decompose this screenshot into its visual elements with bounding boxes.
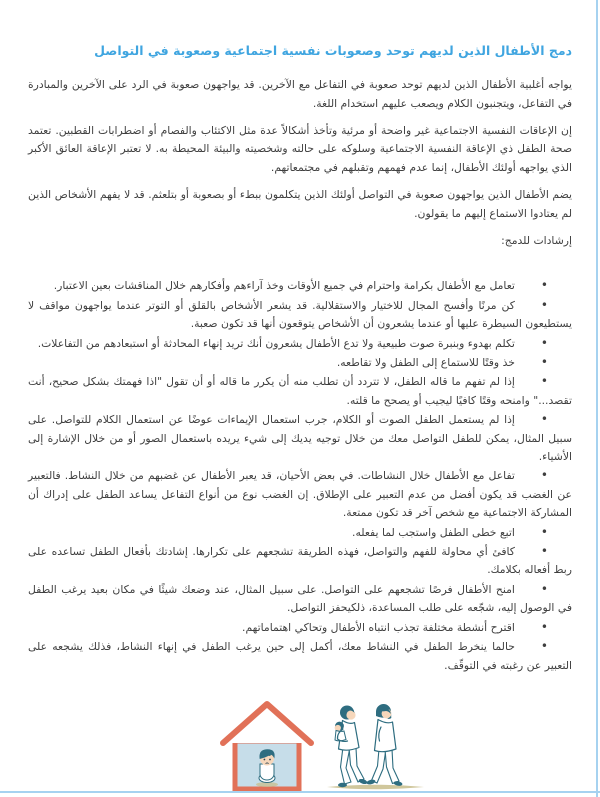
guideline-text: تكلم بهدوء وبنبرة صوت طبيعية ولا تدع الأطفال يشعرون أنك تريد إنهاء المحادثة أو استبعادهم من التفاعلات. (37, 336, 515, 350)
guideline-text: امنح الأطفال فرصًا تشجعهم على التواصل. على سبيل المثال، عند وضعك شيئًا في مكان بعيد يرغب الطفل في الوصول إليه، شجّعه على طلب المساعدة، ذلكيحفز التواصل. (28, 582, 572, 615)
guidelines-heading: إرشادات للدمج: (501, 233, 572, 247)
guideline-text: كافئ أي محاولة للفهم والتواصل، فهذه الطريقة تشجعهم على تكرارها. إشادتك بأفعال الطفل تساعده على ربط أفعاله بكلامك. (28, 545, 572, 577)
guideline-text: تعامل مع الأطفال بكرامة واحترام في جميع الأوقات وخذ آراءهم وأفكارهم خلال المناقشات بعين الاعتبار. (53, 279, 515, 293)
page-border-bottom (0, 791, 600, 794)
illustration-svg (215, 697, 435, 793)
bullet-icon: • (540, 374, 548, 389)
guideline-text: إذا لم تفهم ما قاله الطفل، لا تتردد أن تطلب منه أن يكرر ما قاله أو أن تقول "اذا فهمتك بشكل صحيح، أنت تقصد..." وامنحه وقتًا كافيًا ليجيب أو يصحح ما قلته. (28, 375, 572, 407)
bullet-icon: • (540, 544, 548, 559)
bullet-icon: • (540, 619, 548, 634)
guideline-item (28, 580, 572, 618)
guideline-item (28, 353, 572, 372)
baby-body (335, 731, 346, 741)
guideline-item (28, 276, 572, 295)
guideline-item (28, 334, 572, 353)
guideline-text: خذ وقتًا للاستماع إلى الطفل ولا تقاطعه. (336, 356, 515, 369)
page-title: دمج الأطفال الذين لديهم توحد وصعوبات نفسية اجتماعية وصعوبة في التواصل (94, 43, 572, 58)
bullet-icon: • (540, 355, 548, 369)
guideline-text: تفاعل مع الأطفال خلال النشاطات. في بعض الأحيان، قد يعبر الأطفال عن غضبهم من خلال النشاط. فالتعبير عن الغضب قد يكون أفضل من عدم التعبير على الإطلاق. إن الغضب نوع من أنواع التفاعل يساعد الطفل على إدراك أن المشاركة الاجتماعية مع شخص آخر قد تكون ممتعة. (28, 469, 572, 520)
house-family-illustration-icon (215, 697, 435, 793)
guidelines-list (28, 276, 572, 675)
guideline-item (28, 542, 572, 580)
paragraph-communication-difficulty: يضم الأطفال الذين يواجهون صعوبة في التواصل أولئك الذين يتكلمون ببطء أو بصعوبة أو بتلعثم. قد لا يفهم الأشخاص الذين لم يعتادوا الاستماع إليهم ما يقولون. (28, 188, 572, 220)
bullet-icon: • (540, 581, 548, 596)
guideline-item (28, 410, 572, 466)
bullet-icon: • (540, 297, 548, 312)
guideline-item (28, 466, 572, 522)
guideline-text: اتبع خطى الطفل واستجب لما يفعله. (352, 525, 515, 539)
bullet-icon: • (540, 278, 548, 293)
adult1-face (346, 710, 355, 719)
guideline-item (28, 618, 572, 637)
adult2-torso (375, 720, 397, 752)
guideline-item (28, 296, 572, 334)
paragraph-autism-interaction: يواجه أغلبية الأطفال الذين لديهم توحد صعوبة في التفاعل مع الآخرين. قد يواجهون صعوبة في الرد على الآخرين والمبادرة في التفاعل، ويتجنبون الكلام ويصعب عليهم استخدام اللغة. (28, 78, 572, 110)
bullet-icon: • (540, 524, 548, 539)
child-body (260, 764, 274, 780)
page-border-right (596, 0, 598, 797)
guideline-item (28, 523, 572, 542)
adult2-leg-back (385, 749, 399, 784)
bullet-icon: • (540, 412, 548, 427)
guideline-text: إذا لم يستعمل الطفل الصوت أو الكلام، جرب استعمال الإيماءات عوضًا عن استعمال الكلام للتواصل. على سبيل المثال، يمكن للطفل التواصل معك من خلال توجيه يديك إلى شيء يريده باستعمال الصور أو من خلال الإشارة إلى الأشياء. (28, 413, 572, 464)
roof-mask (223, 704, 311, 743)
guideline-item (28, 637, 572, 675)
adult1-shoe (338, 783, 347, 787)
bullet-icon: • (540, 639, 548, 654)
guideline-text: كن مرنًا وأفسح المجال للاختيار والاستقلالية. قد يشعر الأشخاص بالقلق أو التوتر عندما يواجهون مواقف لا يستطيعون السيطرة عليها أو عندما يشعرون أن الأشخاص يتوقعون أنها قد تكون صعبة. (28, 298, 572, 331)
adult2-leg-front (372, 749, 387, 783)
bullet-icon: • (540, 335, 548, 350)
guideline-text: حالما ينخرط الطفل في النشاط معك، أكمل إلى حين يرغب الطفل في إنهاء النشاط، فذلك يشجعه على التعبير عن رغبته في التوقّف. (28, 640, 572, 672)
guideline-text: اقترح أنشطة مختلفة تجذب انتباه الأطفال وتحاكي اهتماماتهم. (242, 620, 515, 634)
child-eye (269, 759, 271, 761)
adult1-leg-back (349, 747, 364, 782)
child-eye (264, 759, 266, 761)
paragraph-psychosocial-disabilities: إن الإعاقات النفسية الاجتماعية غير واضحة أو مرئية وتأخذ أشكالاً عدة مثل الاكتئاب والفصام أو اضطرابات القطبين. تعتمد صحة الطفل ذي الإعاقة النفسية الاجتماعية وسلوكه على حالته وشخصيته والبيئة المحيطة به. لا تعتبر الإعاقة العائق الأكبر الذي يواجهه أولئك الأطفال، إنما عدم فهمهم وتقبلهم في مجتمعاتهم. (28, 123, 572, 174)
guideline-item (28, 372, 572, 410)
bullet-icon: • (540, 468, 548, 483)
